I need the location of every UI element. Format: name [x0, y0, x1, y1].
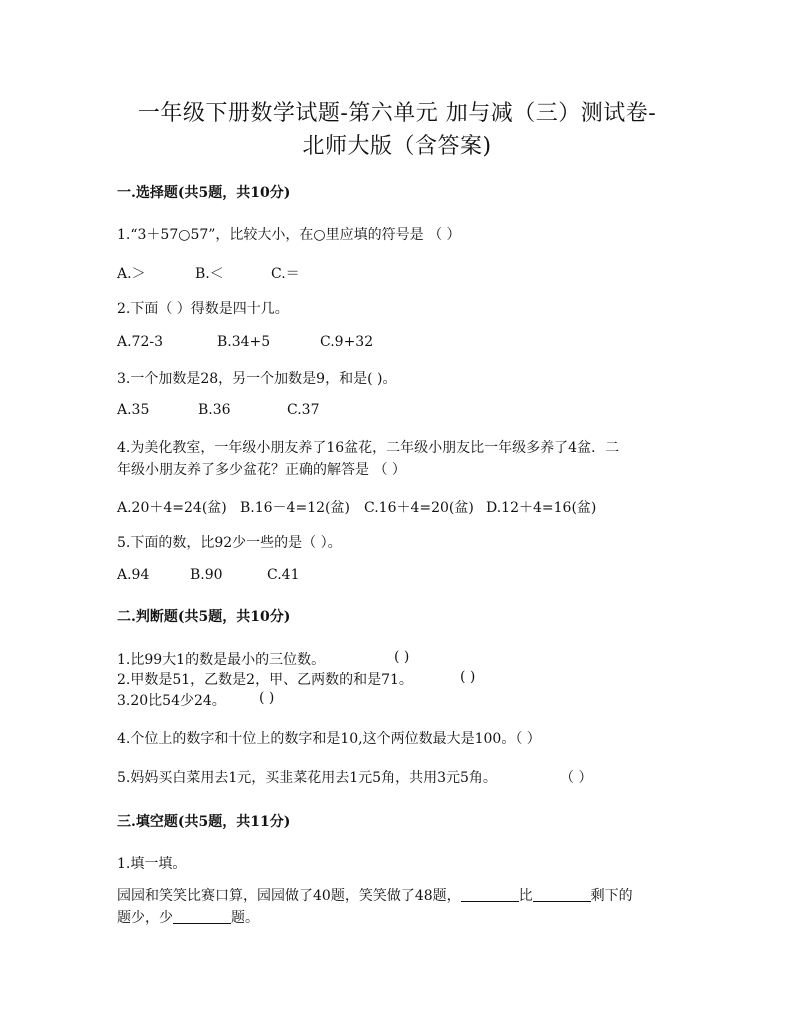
choice-question-5: 5.下面的数，比92少一些的是（ ）。 — [117, 535, 342, 551]
choice-q5-option-a: A.94 — [117, 567, 150, 583]
judge-question-3: 3.20比54少24。 — [117, 693, 226, 709]
choice-q5-option-c: C.41 — [267, 567, 300, 583]
choice-q5-option-b: B.90 — [190, 567, 223, 583]
fill-q1-part1: 园园和笑笑比赛口算，园园做了40题，笑笑做了48题， — [117, 888, 461, 904]
choice-q1-option-c: C.＝ — [271, 266, 300, 282]
fill-question-1-text — [117, 885, 679, 929]
fill-q1-part2: 比 — [518, 888, 533, 904]
fill-blank-1[interactable] — [461, 887, 519, 902]
fill-question-1-title: 1.填一填。 — [117, 856, 187, 872]
judge-question-2: 2.甲数是51，乙数是2，甲、乙两数的和是71。 — [117, 672, 413, 688]
fill-q1-part5: 题。 — [231, 910, 259, 926]
fill-blank-2[interactable] — [533, 887, 591, 902]
choice-q2-option-b: B.34+5 — [217, 334, 271, 350]
choice-q4-option-a: A.20＋4=24(盆) — [117, 500, 227, 516]
choice-q4-option-c: C.16＋4=20(盆) — [364, 500, 474, 516]
fill-blank-3[interactable] — [173, 909, 231, 924]
choice-q1-option-a: A.＞ — [117, 266, 146, 282]
choice-q4-option-d: D.12＋4=16(盆) — [486, 500, 597, 516]
choice-q3-option-b: B.36 — [198, 402, 231, 418]
choice-q2-option-c: C.9+32 — [320, 334, 374, 350]
section-heading-judgement: 二.判断题(共5题，共10分) — [117, 609, 291, 625]
choice-question-2: 2.下面（ ）得数是四十几。 — [117, 301, 289, 317]
page-title-line2: 北师大版（含答案) — [302, 134, 492, 159]
page-title-line1: 一年级下册数学试题-第六单元 加与减（三）测试卷- — [137, 101, 657, 126]
judge-q3-answer-paren: ( ) — [259, 690, 275, 706]
choice-q4-option-b: B.16－4=12(盆) — [240, 500, 350, 516]
judge-q2-answer-paren: ( ) — [460, 669, 476, 685]
choice-question-4-line1: 4.为美化教室，一年级小朋友养了16盆花，二年级小朋友比一年级多养了4盆．二 — [117, 440, 620, 456]
choice-q3-option-a: A.35 — [117, 402, 150, 418]
choice-question-1: 1.“3＋57○57”，比较大小，在○里应填的符号是 （ ） — [117, 227, 461, 243]
section-heading-choice: 一.选择题(共5题，共10分) — [117, 185, 291, 201]
fill-q1-part4: 题少，少 — [117, 910, 173, 926]
choice-q2-option-a: A.72-3 — [117, 334, 164, 350]
judge-question-5: 5.妈妈买白菜用去1元，买韭菜花用去1元5角，共用3元5角。 — [117, 770, 497, 786]
choice-question-4-line2: 年级小朋友养了多少盆花？正确的解答是 （ ） — [117, 462, 406, 478]
judge-question-1: 1.比99大1的数是最小的三位数。 — [117, 652, 326, 668]
judge-q5-answer-paren: （ ） — [560, 770, 593, 786]
judge-question-4: 4.个位上的数字和十位上的数字和是10,这个两位数最大是100。（ ） — [117, 731, 541, 747]
choice-q1-option-b: B.＜ — [195, 266, 224, 282]
section-heading-fill: 三.填空题(共5题，共11分) — [117, 814, 291, 830]
choice-question-3: 3.一个加数是28，另一个加数是9，和是( )。 — [117, 371, 397, 387]
fill-q1-part3: 剩下的 — [590, 888, 633, 904]
choice-q3-option-c: C.37 — [287, 402, 320, 418]
judge-q1-answer-paren: ( ) — [394, 649, 410, 665]
